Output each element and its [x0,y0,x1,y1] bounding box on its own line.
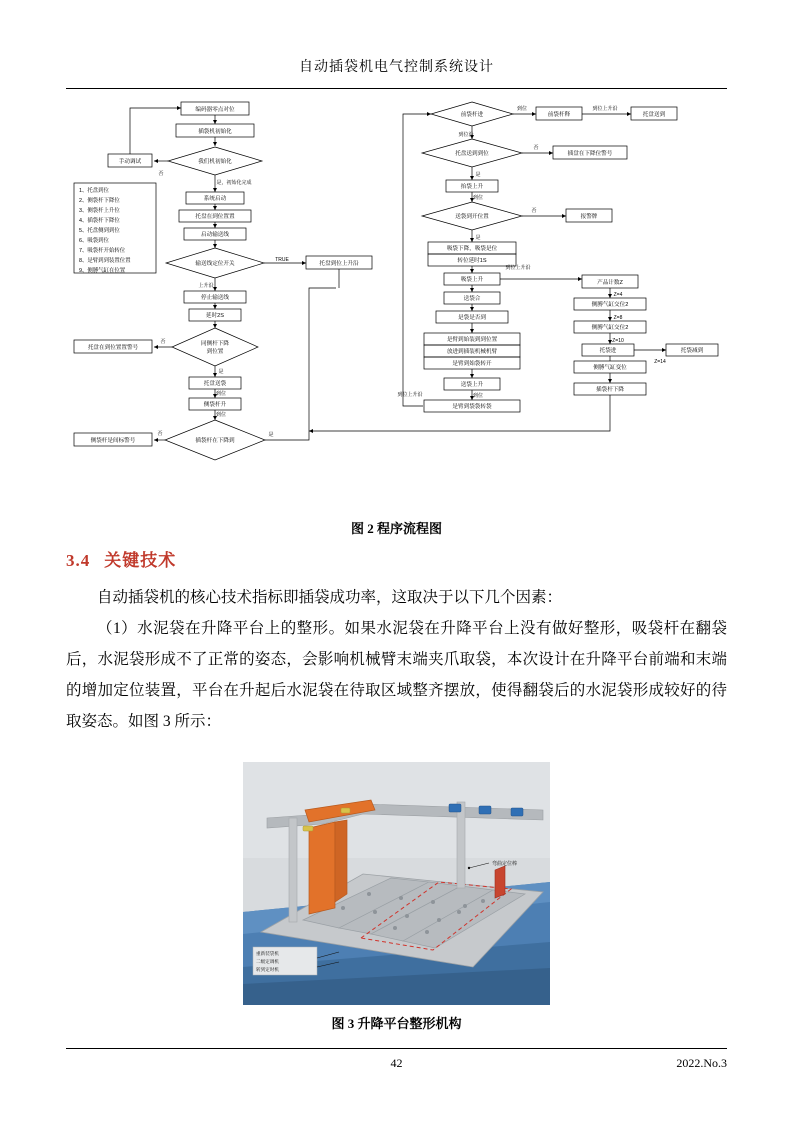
svg-text:是: 是 [218,369,224,375]
svg-text:到位置: 到位置 [206,349,224,355]
page-header [66,56,727,76]
svg-text:否: 否 [157,431,163,437]
svg-text:否: 否 [160,339,166,345]
svg-text:前袋杆进: 前袋杆进 [460,112,484,118]
photo-label-2: 二级定调机 [256,959,279,964]
svg-text:插袋机初始化: 插袋机初始化 [198,129,232,135]
svg-text:前袋杆释: 前袋杆释 [547,112,571,118]
section-number: 3.4 [66,551,91,570]
svg-text:1、托盘到位: 1、托盘到位 [79,188,109,194]
svg-text:是臂到始装到到位置: 是臂到始装到到位置 [446,337,498,343]
svg-text:9、侧膊气缸在位置: 9、侧膊气缸在位置 [79,268,126,274]
svg-text:是臂到袋袋转袋: 是臂到袋袋转袋 [452,404,492,410]
figure-3-caption: 图 3 升降平台整形机构 [331,1016,462,1031]
svg-text:是: 是 [475,172,481,178]
svg-text:8、是臂到到装置位置: 8、是臂到到装置位置 [79,258,131,264]
svg-text:延时2S: 延时2S [205,313,225,319]
figure-2-flowchart [66,95,727,515]
svg-text:托盘在到位置置警号: 托盘在到位置置警号 [87,345,139,351]
svg-text:送袋合: 送袋合 [463,296,481,302]
svg-text:上升沿: 上升沿 [198,283,214,289]
svg-text:是: 是 [268,432,274,438]
svg-text:Z=4: Z=4 [613,292,623,298]
svg-text:是袋是否到: 是袋是否到 [458,315,486,321]
svg-text:5、托盘侧到到位: 5、托盘侧到到位 [79,228,120,234]
svg-text:到位上升沿: 到位上升沿 [592,106,618,112]
svg-text:托袋进: 托袋进 [599,348,617,354]
footer-divider [66,1048,727,1049]
svg-text:到位上升沿: 到位上升沿 [505,265,531,271]
svg-text:托袋减到: 托袋减到 [680,348,704,354]
svg-text:吸袋下降，吸袋是位: 吸袋下降，吸袋是位 [446,246,498,252]
header-divider [66,88,727,89]
svg-text:4、插袋杆下降位: 4、插袋杆下降位 [79,218,120,224]
photo-label-3: 转到定时机 [256,967,279,972]
svg-text:7、吸袋杆开始转位: 7、吸袋杆开始转位 [79,248,126,254]
svg-text:侧袋杆是间标警号: 侧袋杆是间标警号 [90,438,136,444]
svg-text:侧膊气缸交位2: 侧膊气缸交位2 [591,302,629,308]
svg-text:到位: 到位 [516,106,528,112]
svg-text:送袋到开位置: 送袋到开位置 [455,214,489,220]
svg-text:托盘送袋: 托盘送袋 [203,381,227,387]
svg-text:Z=14: Z=14 [654,359,666,365]
svg-text:2、侧袋杆下降位: 2、侧袋杆下降位 [79,198,120,204]
svg-text:TRUE: TRUE [275,257,289,263]
svg-text:报警牌: 报警牌 [580,214,598,220]
svg-text:到位上升沿: 到位上升沿 [397,392,423,398]
paragraph-2: （1）水泥袋在升降平台上的整形。如果水泥袋在升降平台上没有做好整形，吸袋杆在翻袋后，水泥袋形成不了正常的姿态，会影响机械臂末端夹爪取袋，本次设计在升降平台前端和末端的增加定位装置，平台在升起后水泥袋在待取区域整齐摆放，使得翻袋后的水泥袋形成较好的待取姿态。如图 3 所示： [66,620,727,730]
svg-text:插盘在下降位警号: 插盘在下降位警号 [567,151,613,157]
section-title: 关键技术 [104,551,177,570]
header-title: 自动插袋机电气控制系统设计 [299,60,494,75]
svg-text:是臂到始袋转开: 是臂到始袋转开 [452,361,492,367]
svg-text:到位: 到位 [472,195,484,201]
svg-text:编码器零点对位: 编码器零点对位 [195,107,235,113]
svg-text:输送线定位开关: 输送线定位开关 [195,261,235,267]
issue-label: 2022.No.3 [676,1056,727,1070]
body-text [66,582,727,737]
svg-text:转位延时1S: 转位延时1S [457,258,487,264]
svg-text:到位沿: 到位沿 [458,132,474,138]
svg-text:停止输送线: 停止输送线 [201,295,229,301]
svg-text:到位: 到位 [215,391,227,397]
svg-text:是: 是 [475,235,481,241]
svg-text:系统启动: 系统启动 [203,196,227,202]
svg-text:抬袋上升: 抬袋上升 [460,184,484,190]
svg-text:否: 否 [158,171,164,177]
svg-text:侧膊气缸交位2: 侧膊气缸交位2 [591,325,629,331]
svg-text:托盘送到到位: 托盘送到到位 [455,151,489,157]
svg-text:放进到插装机械机臂: 放进到插装机械机臂 [446,349,498,355]
svg-text:Z=10: Z=10 [612,338,624,344]
svg-text:侧袋杆升: 侧袋杆升 [203,402,227,408]
svg-text:启动输送线: 启动输送线 [201,232,229,238]
svg-text:Z=8: Z=8 [613,315,623,321]
svg-text:到位: 到位 [472,393,484,399]
svg-text:3、侧袋杆上升位: 3、侧袋杆上升位 [79,208,120,214]
svg-text:产品计数Z: 产品计数Z [597,280,623,286]
svg-text:否: 否 [531,208,537,214]
svg-text:同侧杆下降: 同侧杆下降 [201,341,229,347]
svg-text:托盘送到: 托盘送到 [642,112,666,118]
svg-text:否: 否 [533,145,539,151]
svg-text:吸袋上升: 吸袋上升 [460,277,484,283]
photo-label-1: 重新装袋机 [256,951,279,956]
svg-text:我们机初始化: 我们机初始化 [198,159,232,165]
svg-text:插袋杆在下降到: 插袋杆在下降到 [195,438,235,444]
photo-label-0: 弯曲定位棒 [492,861,518,867]
section-heading [66,546,176,571]
page-number: 42 [390,1056,403,1070]
svg-text:托盘在到位置置: 托盘在到位置置 [195,214,235,220]
svg-text:到位: 到位 [215,412,227,418]
figure-2-caption: 图 2 程序流程图 [350,521,442,536]
svg-text:托盘到位上升沿: 托盘到位上升沿 [319,261,359,267]
svg-text:插袋杆下降: 插袋杆下降 [596,387,624,393]
svg-text:送袋上升: 送袋上升 [460,382,484,388]
svg-text:是，初始化完成: 是，初始化完成 [216,180,252,186]
svg-text:侧膊气缸变位: 侧膊气缸变位 [593,365,627,371]
paragraph-1: 自动插袋机的核心技术指标即插袋成功率，这取决于以下几个因素： [97,589,563,606]
svg-text:手动调试: 手动调试 [118,159,142,165]
figure-3-photo [243,762,550,1005]
svg-text:6、吸袋到位: 6、吸袋到位 [79,238,109,244]
